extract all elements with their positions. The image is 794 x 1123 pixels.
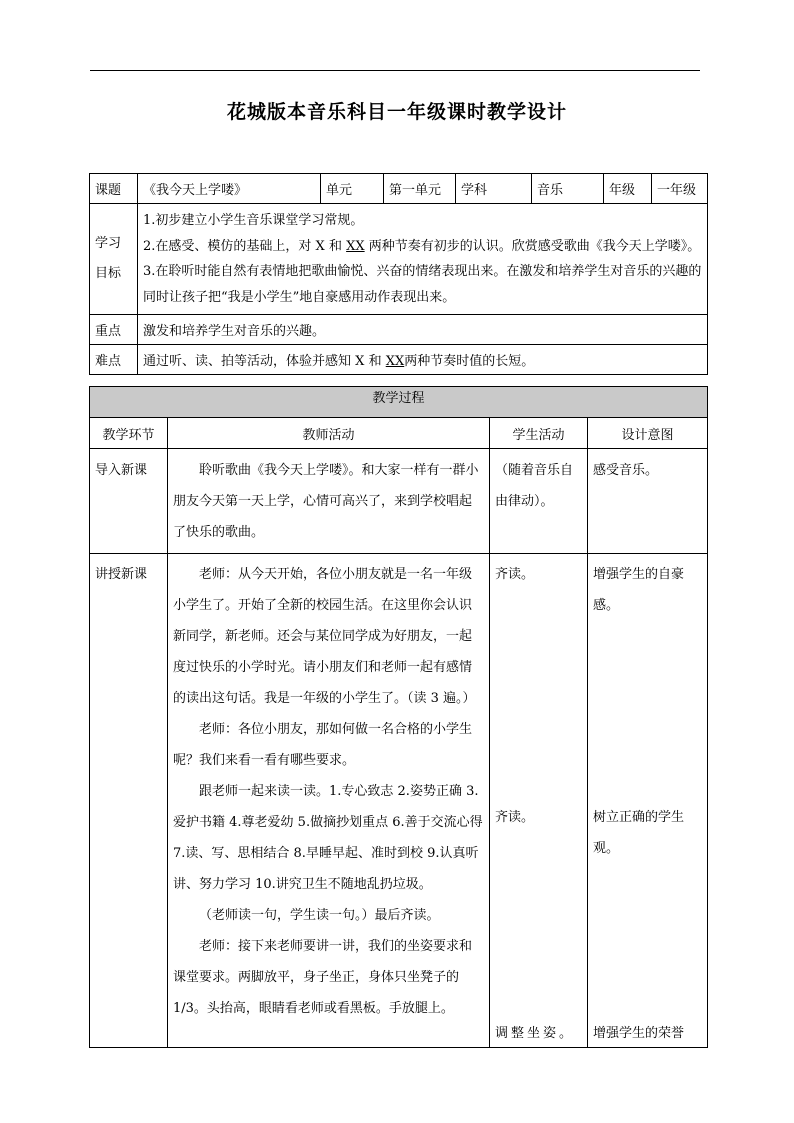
col-student-header: 学生活动 [490, 418, 588, 449]
goal-2-rhythm-x: X [315, 238, 325, 254]
grade-value: 一年级 [652, 174, 708, 204]
difficult-rhythm-xx: XX [385, 354, 405, 369]
topic-row [90, 174, 708, 204]
student-activity-1: 齐读。 [495, 567, 535, 582]
col-step-header: 教学环节 [90, 418, 168, 449]
topic-value: 《我今天上学喽》 [138, 174, 321, 204]
key-point-label: 重点 [90, 315, 138, 345]
table-row [90, 554, 708, 1048]
goal-2-text-c: 两种节奏有初步的认识。欣赏感受歌曲《我今天上学喽》。 [368, 238, 701, 254]
subject-label: 学科 [456, 174, 532, 204]
difficult-text-c: 两种节奏时值的长短。 [404, 354, 535, 369]
student-activity-new-lesson [490, 554, 588, 1048]
goals-label-line-2: 目标 [95, 266, 122, 281]
design-intent-new-lesson [588, 554, 708, 1048]
design-intent-3: 增强学生的荣誉 [593, 1026, 685, 1041]
col-intent-header: 设计意图 [588, 418, 708, 449]
process-section-header: 教学过程 [90, 387, 708, 418]
student-activity-3: 调整坐姿。 [495, 1026, 576, 1041]
goal-2 [143, 234, 702, 260]
key-point-row [90, 315, 708, 345]
goal-2-text-b: 和 [328, 238, 342, 254]
teaching-process-table [89, 386, 708, 1048]
topic-label: 课题 [90, 174, 138, 204]
difficult-point-label: 难点 [90, 345, 138, 375]
design-intent-2: 树立正确的学生观。 [593, 810, 685, 856]
teacher-paragraph-5: 老师：接下来老师要讲一讲，我们的坐姿要求和课堂要求。两脚放平，身子坐正，身体只坐凳子的 1/3。头抬高，眼睛看老师或看黑板。手放腿上。 [173, 939, 473, 1016]
col-teacher-header: 教师活动 [168, 418, 490, 449]
unit-label: 单元 [321, 174, 384, 204]
grade-label: 年级 [604, 174, 652, 204]
goals-label [90, 204, 138, 315]
step-new-lesson: 讲授新课 [90, 554, 168, 1048]
subject-value: 音乐 [532, 174, 604, 204]
design-intent-1: 增强学生的自豪感。 [593, 567, 685, 613]
header-rule [90, 70, 700, 71]
goal-3: 3.在聆听时能自然有表情地把歌曲愉悦、兴奋的情绪表现出来。在激发和培养学生对音乐的兴趣的同时让孩子把“我是小学生”地自豪感用动作表现出来。 [143, 264, 702, 305]
goal-2-text-a: 2.在感受、模仿的基础上，对 [143, 238, 312, 254]
difficult-point-value [138, 345, 708, 375]
goals-row [90, 204, 708, 315]
student-activity-intro: （随着音乐自由律动）。 [490, 449, 588, 554]
teacher-paragraph-3: 跟老师一起来读一读。1.专心致志 2.姿势正确 3.爱护书籍 4.尊老爱幼 5.做摘抄划重点 6.善于交流心得 7.读、写、思相结合 8.早睡早起、准时到校 9.认真听讲、努力学习 10.讲究卫生不随地乱扔垃圾。 [173, 784, 483, 892]
goal-1: 1.初步建立小学生音乐课堂学习常规。 [143, 213, 364, 228]
difficult-rhythm-x: X [355, 354, 365, 369]
document-title: 花城版本音乐科目一年级课时教学设计 [226, 101, 567, 123]
teacher-activity-new-lesson [168, 554, 490, 1048]
student-activity-2: 齐读。 [495, 810, 535, 825]
teacher-activity-intro: 聆听歌曲《我今天上学喽》。和大家一样有一群小朋友今天第一天上学，心情可高兴了，来到学校唱起了快乐的歌曲。 [168, 449, 490, 554]
goals-content [138, 204, 708, 315]
step-intro: 导入新课 [90, 449, 168, 554]
process-column-headers [90, 418, 708, 449]
key-point-value: 激发和培养学生对音乐的兴趣。 [138, 315, 708, 345]
teacher-paragraph-4: （老师读一句，学生读一句。）最后齐读。 [199, 908, 440, 923]
difficult-text-a: 通过听、读、拍等活动，体验并感知 [143, 354, 352, 369]
unit-value: 第一单元 [384, 174, 456, 204]
difficult-point-row [90, 345, 708, 375]
teacher-paragraph-2: 老师：各位小朋友，那如何做一名合格的小学生呢？我们来看一看有哪些要求。 [173, 722, 473, 768]
lesson-info-table [89, 173, 708, 375]
table-row [90, 449, 708, 554]
difficult-text-b: 和 [368, 354, 382, 369]
teacher-paragraph-1: 老师：从今天开始，各位小朋友就是一名一年级小学生了。开始了全新的校园生活。在这里你会认识新同学，新老师。还会与某位同学成为好朋友，一起度过快乐的小学时光。请小朋友们和老师一起有感情的读出这句话。我是一年级的小学生了。（读 3 遍。） [173, 567, 476, 706]
design-intent-intro: 感受音乐。 [588, 449, 708, 554]
goal-2-rhythm-xx: XX [346, 238, 365, 254]
goals-label-line-1: 学习 [95, 236, 122, 251]
